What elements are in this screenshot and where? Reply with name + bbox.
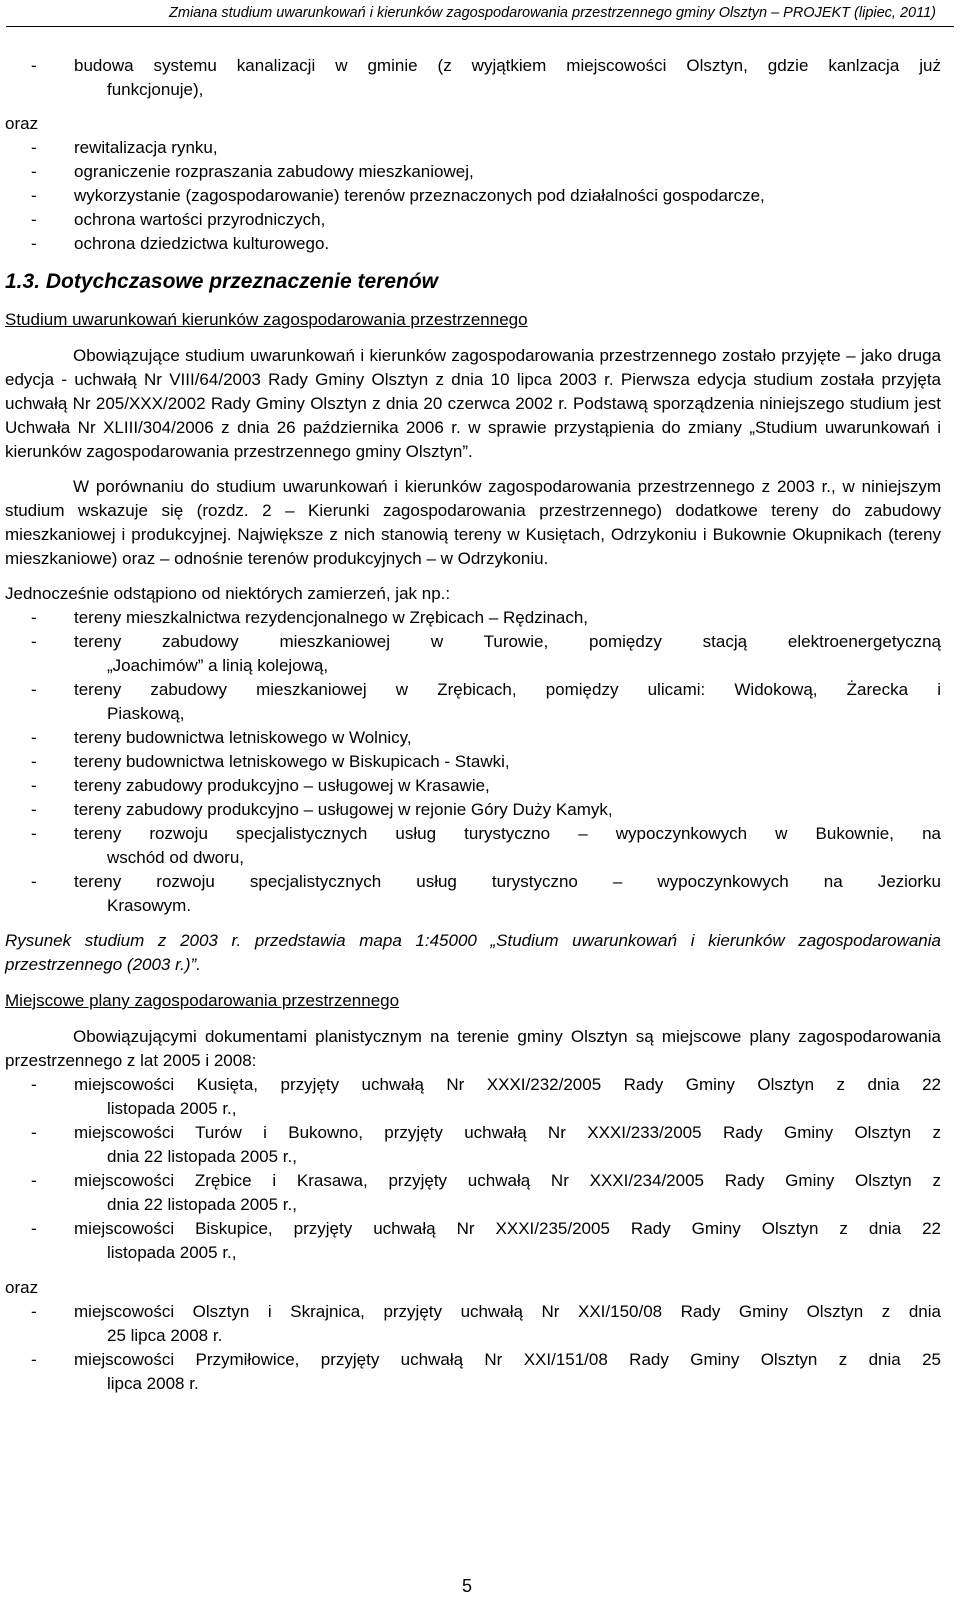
list-item-continuation: dnia 22 listopada 2005 r., xyxy=(107,1195,297,1214)
list-dash: - xyxy=(31,872,37,891)
list-item-text: tereny budownictwa letniskowego w Biskupicach - Stawki, xyxy=(74,752,510,771)
header-rule xyxy=(6,26,954,27)
studium-paragraph-2: W porównaniu do studium uwarunkowań i kierunków zagospodarowania przestrzennego z 2003 r., w niniejszym studium wskazuje się (rozdz. 2 – Kierunki zagospodarowania przestrzennego) dodatkowe tereny do zabudowy mieszkaniowej i produkcyjnej. Największe z nich stanowią tereny w Kusiętach, Odrzykoniu i Bukownie Okupnikach (tereny mieszkaniowe) oraz – odnośnie terenów produkcyjnych – w Odrzykoniu. xyxy=(5,477,941,568)
plans-subheading: Miejscowe plany zagospodarowania przestrzennego xyxy=(5,991,400,1010)
list-dash: - xyxy=(31,186,37,205)
list-item-text: miejscowości Turów i Bukowno, przyjęty uchwałą Nr XXXI/233/2005 Rady Gminy Olsztyn z xyxy=(74,1123,941,1142)
list-dash: - xyxy=(31,1219,37,1238)
list-item-text: tereny zabudowy produkcyjno – usługowej w Krasawie, xyxy=(74,776,490,795)
list-item xyxy=(5,726,941,750)
plans-2005-list xyxy=(5,1073,941,1265)
list-item xyxy=(5,606,941,630)
conjunction-oraz-2: oraz xyxy=(5,1278,39,1297)
list-item-text: tereny rozwoju specjalistycznych usług turystyczno – wypoczynkowych w Bukownie, na xyxy=(74,824,941,843)
list-dash: - xyxy=(31,752,37,771)
running-header: Zmiana studium uwarunkowań i kierunków zagospodarowania przestrzennego gminy Olsztyn – PROJEKT (lipiec, 2011) xyxy=(169,5,936,21)
section-number: 1.3. xyxy=(5,270,41,293)
list-item-text: miejscowości Zrębice i Krasawa, przyjęty uchwałą Nr XXXI/234/2005 Rady Gminy Olsztyn z xyxy=(74,1171,941,1190)
list-item xyxy=(5,870,941,918)
list-item-text: budowa systemu kanalizacji w gminie (z wyjątkiem miejscowości Olsztyn, gdzie kanlzacja już xyxy=(74,56,941,75)
list-item xyxy=(5,54,941,102)
list-item-text: wykorzystanie (zagospodarowanie) terenów przeznaczonych pod działalności gospodarcze, xyxy=(74,186,765,205)
list-item-text: tereny zabudowy produkcyjno – usługowej w rejonie Góry Duży Kamyk, xyxy=(74,800,613,819)
list-item xyxy=(5,1348,941,1396)
studium-paragraph-1: Obowiązujące studium uwarunkowań i kierunków zagospodarowania przestrzennego zostało przyjęte – jako druga edycja - uchwałą Nr VIII/64/2003 Rady Gminy Olsztyn z dnia 10 lipca 2003 r. Pierwsza edycja studium została przyjęta uchwałą Nr 205/XXX/2002 Rady Gminy Olsztyn z dnia 20 czerwca 2002 r. Podstawą sporządzenia niniejszego studium jest Uchwała Nr XLIII/304/2006 z dnia 26 października 2006 r. w sprawie przystąpienia do zmiany „Studium uwarunkowań i kierunków zagospodarowania przestrzennego gminy Olsztyn”. xyxy=(5,346,941,461)
list-item-continuation: funkcjonuje), xyxy=(107,80,204,99)
list-item xyxy=(5,1073,941,1121)
list-dash: - xyxy=(31,800,37,819)
list-item xyxy=(5,160,941,184)
list-item-continuation: wschód od dworu, xyxy=(107,848,245,867)
page-number: 5 xyxy=(462,1576,473,1596)
list-item-continuation: 25 lipca 2008 r. xyxy=(107,1326,223,1345)
plans-2008-list xyxy=(5,1300,941,1396)
page-content xyxy=(5,54,941,1396)
list-dash: - xyxy=(31,1302,37,1321)
list-item xyxy=(5,678,941,726)
list-item-continuation: dnia 22 listopada 2005 r., xyxy=(107,1147,297,1166)
list-item-continuation: listopada 2005 r., xyxy=(107,1099,237,1118)
list-item-text: tereny zabudowy mieszkaniowej w Zrębicach, pomiędzy ulicami: Widokową, Żarecka i xyxy=(74,680,941,699)
list-item xyxy=(5,822,941,870)
list-item-continuation: listopada 2005 r., xyxy=(107,1243,237,1262)
list-item-text: ochrona dziedzictwa kulturowego. xyxy=(74,234,330,253)
list-dash: - xyxy=(31,824,37,843)
list-dash: - xyxy=(31,776,37,795)
list-item-text: miejscowości Biskupice, przyjęty uchwałą Nr XXXI/235/2005 Rady Gminy Olsztyn z dnia 22 xyxy=(74,1219,941,1238)
list-dash: - xyxy=(31,56,37,75)
abandoned-list xyxy=(5,606,941,918)
list-dash: - xyxy=(31,1075,37,1094)
plans-intro: Obowiązującymi dokumentami planistycznym na terenie gminy Olsztyn są miejscowe plany zagospodarowania przestrzennego z lat 2005 i 2008: xyxy=(5,1027,941,1070)
list-item-text: ograniczenie rozpraszania zabudowy mieszkaniowej, xyxy=(74,162,474,181)
list-item xyxy=(5,184,941,208)
list-item xyxy=(5,774,941,798)
list-item xyxy=(5,750,941,774)
list-dash: - xyxy=(31,234,37,253)
list-item xyxy=(5,208,941,232)
list-item-text: ochrona wartości przyrodniczych, xyxy=(74,210,326,229)
list-item-text: miejscowości Kusięta, przyjęty uchwałą Nr XXXI/232/2005 Rady Gminy Olsztyn z dnia 22 xyxy=(74,1075,941,1094)
list-item-text: tereny zabudowy mieszkaniowej w Turowie, pomiędzy stacją elektroenergetyczną xyxy=(74,632,941,651)
section-heading xyxy=(5,269,941,295)
goals-list xyxy=(5,136,941,256)
list-item xyxy=(5,630,941,678)
list-item-continuation: Krasowym. xyxy=(107,896,192,915)
list-item-text: rewitalizacja rynku, xyxy=(74,138,218,157)
list-dash: - xyxy=(31,162,37,181)
intro-list xyxy=(5,54,941,102)
list-item-text: miejscowości Olsztyn i Skrajnica, przyjęty uchwałą Nr XXI/150/08 Rady Gminy Olsztyn z dnia xyxy=(74,1302,941,1321)
list-item xyxy=(5,1121,941,1169)
list-item xyxy=(5,232,941,256)
list-dash: - xyxy=(31,210,37,229)
list-item xyxy=(5,1300,941,1348)
list-dash: - xyxy=(31,1123,37,1142)
list-item xyxy=(5,136,941,160)
section-title: Dotychczasowe przeznaczenie terenów xyxy=(45,270,438,293)
studium-subheading: Studium uwarunkowań kierunków zagospodarowania przestrzennego xyxy=(5,310,528,329)
list-item xyxy=(5,1169,941,1217)
figure-caption: Rysunek studium z 2003 r. przedstawia mapa 1:45000 „Studium uwarunkowań i kierunków zagospodarowania przestrzennego (2003 r.)”. xyxy=(5,931,941,974)
list-dash: - xyxy=(31,608,37,627)
abandoned-intro: Jednocześnie odstąpiono od niektórych zamierzeń, jak np.: xyxy=(5,584,451,603)
list-dash: - xyxy=(31,728,37,747)
list-item xyxy=(5,798,941,822)
list-item-continuation: Piaskową, xyxy=(107,704,185,723)
list-item xyxy=(5,1217,941,1265)
list-item-text: tereny budownictwa letniskowego w Wolnicy, xyxy=(74,728,412,747)
list-dash: - xyxy=(31,632,37,651)
list-dash: - xyxy=(31,138,37,157)
list-dash: - xyxy=(31,1171,37,1190)
list-item-text: miejscowości Przymiłowice, przyjęty uchwałą Nr XXI/151/08 Rady Gminy Olsztyn z dnia 25 xyxy=(74,1350,941,1369)
list-dash: - xyxy=(31,1350,37,1369)
list-item-text: tereny rozwoju specjalistycznych usług turystyczno – wypoczynkowych na Jeziorku xyxy=(74,872,941,891)
conjunction-oraz: oraz xyxy=(5,114,39,133)
list-item-text: tereny mieszkalnictwa rezydencjonalnego w Zrębicach – Rędzinach, xyxy=(74,608,589,627)
list-item-continuation: lipca 2008 r. xyxy=(107,1374,199,1393)
list-item-continuation: „Joachimów” a linią kolejową, xyxy=(107,656,329,675)
list-dash: - xyxy=(31,680,37,699)
